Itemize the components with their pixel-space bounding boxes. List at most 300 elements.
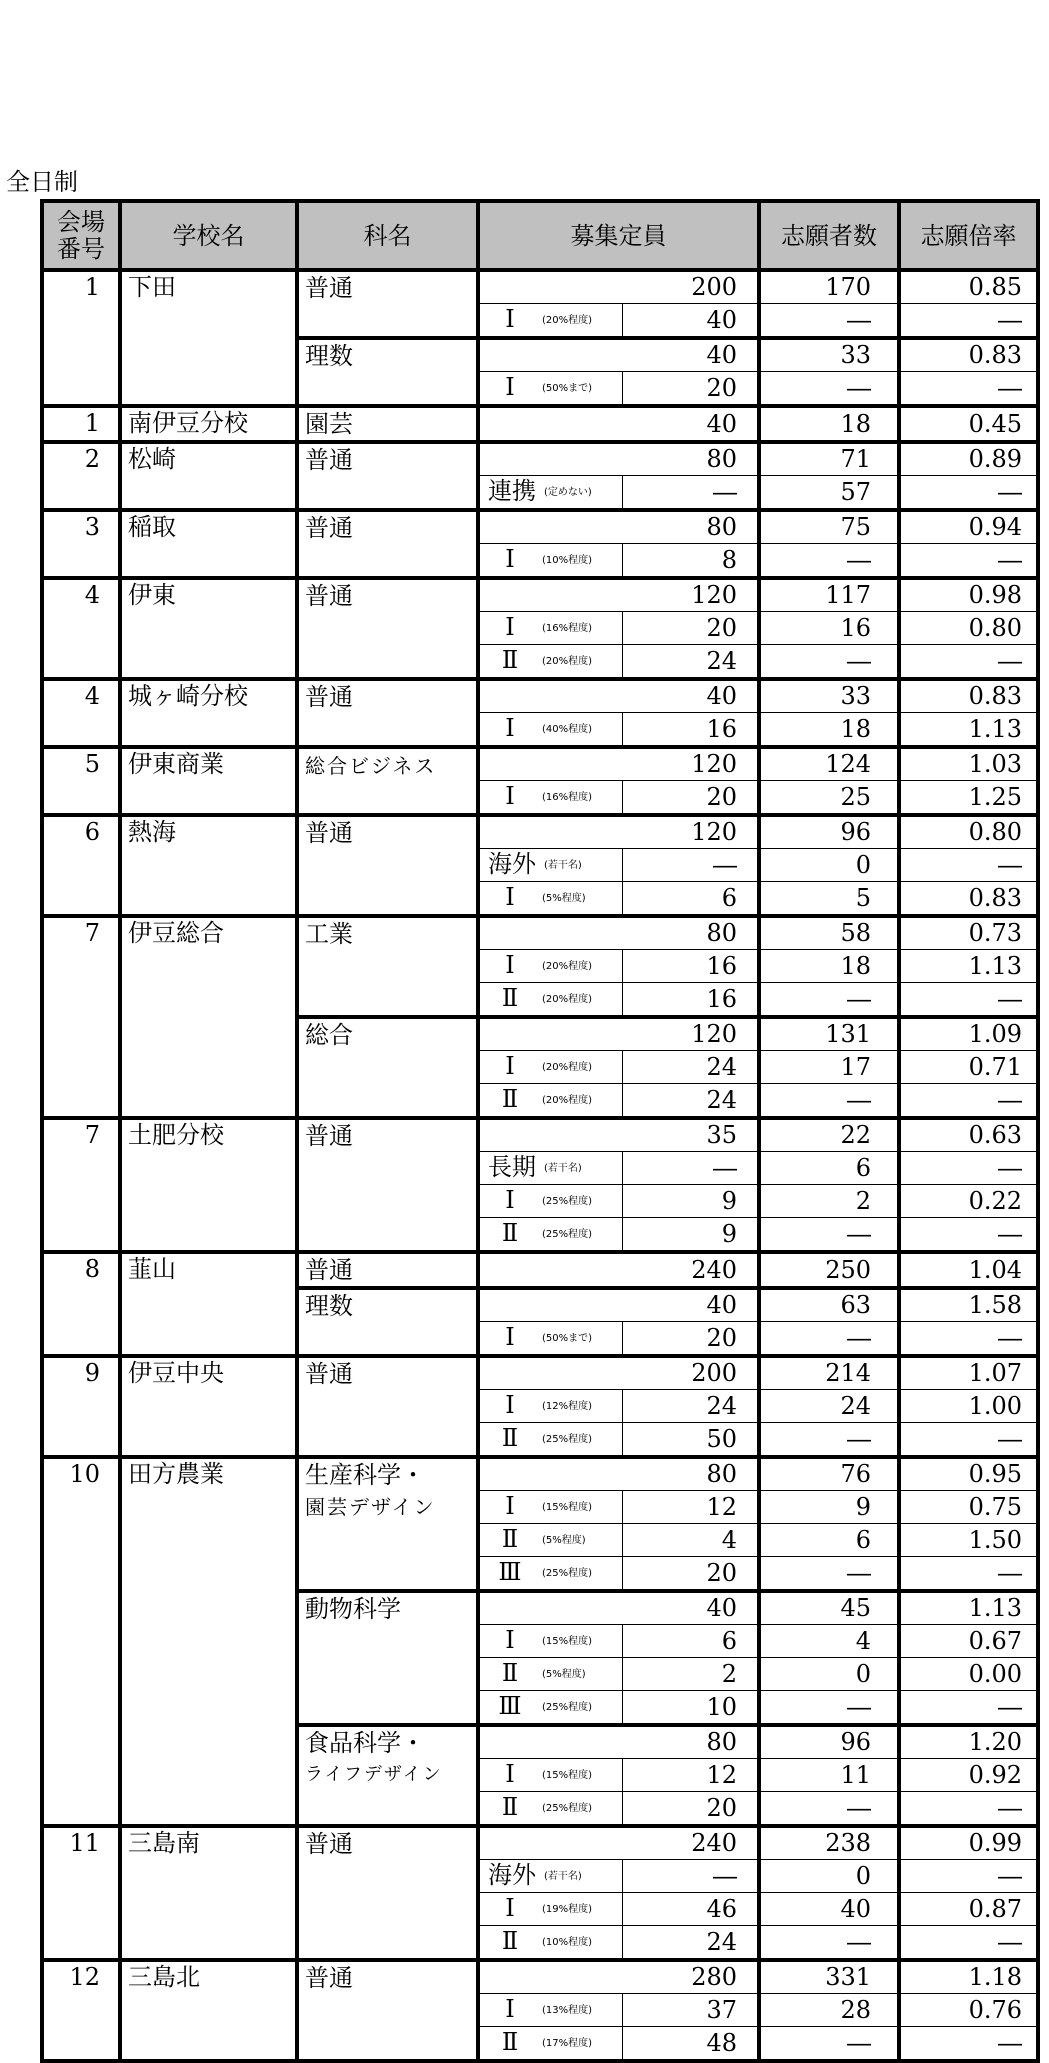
category-label: Ⅰ: [505, 782, 515, 810]
table-body: [42, 270, 1038, 2061]
table-row: [42, 578, 1038, 612]
quota-category-label: [478, 372, 622, 407]
applicants-value: 18: [759, 950, 899, 983]
table-row: [42, 679, 1038, 713]
category-note: (5%程度): [542, 1535, 586, 1546]
quota-value: 120: [478, 1017, 759, 1051]
category-label: Ⅱ: [501, 646, 519, 674]
category-label: Ⅰ: [505, 545, 515, 573]
applicants-value: 17: [759, 1051, 899, 1084]
table-row: [42, 510, 1038, 544]
quota-category-label: [478, 983, 622, 1018]
category-note: (15%程度): [542, 1502, 593, 1513]
quota-value: 200: [478, 270, 759, 304]
ratio-value: 1.58: [899, 1288, 1038, 1322]
applicants-value: 71: [759, 442, 899, 476]
subject-name: 普通: [297, 815, 478, 916]
category-label: Ⅱ: [501, 2028, 519, 2056]
category-note: (20%程度): [542, 656, 593, 667]
header-ratio: 志願倍率: [899, 201, 1038, 270]
quota-category-label: [478, 1691, 622, 1726]
ratio-value: 1.13: [899, 950, 1038, 983]
applicants-value: 6: [759, 1152, 899, 1185]
school-name: 三島南: [120, 1826, 297, 1960]
applicants-value: ―: [759, 1691, 899, 1726]
category-note: (25%程度): [542, 1229, 593, 1240]
quota-value: 9: [622, 1218, 759, 1253]
hall-number: 2: [42, 442, 120, 510]
table-row: [42, 1118, 1038, 1152]
category-note: (5%程度): [542, 893, 586, 904]
subject-name: 普通: [297, 578, 478, 679]
quota-value: 50: [622, 1423, 759, 1458]
applicants-value: 0: [759, 849, 899, 882]
quota-value: 24: [622, 645, 759, 680]
applicants-value: ―: [759, 1084, 899, 1119]
hall-number: 3: [42, 510, 120, 578]
applicants-value: 5: [759, 882, 899, 917]
applicants-value: 6: [759, 1524, 899, 1557]
category-note: (15%程度): [542, 1636, 593, 1647]
quota-category-label: [478, 1658, 622, 1691]
hall-number: 4: [42, 578, 120, 679]
quota-category-label: [478, 1084, 622, 1119]
quota-value: 16: [622, 713, 759, 748]
ratio-value: 1.04: [899, 1252, 1038, 1288]
category-label: Ⅱ: [501, 1793, 519, 1821]
quota-category-label: [478, 1322, 622, 1357]
table-row: [42, 406, 1038, 442]
school-name: 三島北: [120, 1960, 297, 2061]
quota-value: 120: [478, 747, 759, 781]
subject-name: 生産科学・ 園芸デザイン: [297, 1457, 478, 1591]
ratio-value: 0.92: [899, 1759, 1038, 1792]
ratio-value: 0.67: [899, 1625, 1038, 1658]
applicants-value: 24: [759, 1390, 899, 1423]
hall-number: 10: [42, 1457, 120, 1826]
ratio-value: 1.18: [899, 1960, 1038, 1994]
quota-value: 20: [622, 1557, 759, 1592]
subject-name: 園芸: [297, 406, 478, 442]
quota-category-label: [478, 713, 622, 748]
category-note: (若干名): [544, 1163, 582, 1174]
category-note: (25%程度): [542, 1568, 593, 1579]
ratio-value: ―: [899, 1557, 1038, 1592]
table-header: [42, 201, 1038, 270]
applicants-value: ―: [759, 645, 899, 680]
quota-value: 10: [622, 1691, 759, 1726]
ratio-value: ―: [899, 1691, 1038, 1726]
school-name: 稲取: [120, 510, 297, 578]
ratio-value: 0.63: [899, 1118, 1038, 1152]
ratio-value: 0.83: [899, 882, 1038, 917]
category-label: Ⅱ: [501, 1927, 519, 1955]
ratio-value: 1.07: [899, 1356, 1038, 1390]
school-name: 伊豆総合: [120, 916, 297, 1118]
category-note: (10%程度): [542, 555, 593, 566]
table-row: [42, 1252, 1038, 1288]
applicants-value: ―: [759, 1423, 899, 1458]
ratio-value: 0.80: [899, 612, 1038, 645]
applicants-value: 0: [759, 1658, 899, 1691]
ratio-value: 0.87: [899, 1893, 1038, 1926]
quota-value: 20: [622, 1792, 759, 1827]
quota-value: 24: [622, 1926, 759, 1961]
applicants-value: 33: [759, 338, 899, 372]
quota-value: 6: [622, 1625, 759, 1658]
applicants-value: 28: [759, 1994, 899, 2027]
category-label: Ⅰ: [505, 1052, 515, 1080]
school-name: 松崎: [120, 442, 297, 510]
applicants-value: 63: [759, 1288, 899, 1322]
ratio-value: ―: [899, 544, 1038, 579]
subject-name: 理数: [297, 1288, 478, 1356]
category-note: (20%程度): [542, 315, 593, 326]
applicants-value: 131: [759, 1017, 899, 1051]
quota-category-label: [478, 1218, 622, 1253]
quota-value: 80: [478, 916, 759, 950]
quota-value: 240: [478, 1252, 759, 1288]
category-label: 海外: [488, 850, 536, 878]
subject-name: 普通: [297, 1960, 478, 2061]
table-row: [42, 747, 1038, 781]
subject-name: 動物科学: [297, 1591, 478, 1725]
header-hall-number: 会場 番号: [42, 201, 120, 270]
category-note: (10%程度): [542, 1937, 593, 1948]
quota-value: 40: [622, 304, 759, 339]
ratio-value: ―: [899, 372, 1038, 407]
applicants-value: 76: [759, 1457, 899, 1491]
quota-value: 120: [478, 815, 759, 849]
category-note: (若干名): [544, 860, 582, 871]
ratio-value: ―: [899, 849, 1038, 882]
ratio-value: 0.98: [899, 578, 1038, 612]
quota-value: 6: [622, 882, 759, 917]
quota-value: 20: [622, 781, 759, 816]
applicants-value: ―: [759, 1792, 899, 1827]
quota-value: ―: [622, 476, 759, 511]
ratio-value: ―: [899, 1423, 1038, 1458]
subject-name: 工業: [297, 916, 478, 1017]
applicants-value: 25: [759, 781, 899, 816]
subject-name: 普通: [297, 679, 478, 747]
category-note: (25%程度): [542, 1702, 593, 1713]
quota-category-label: [478, 1185, 622, 1218]
header-school-name: 学校名: [120, 201, 297, 270]
quota-value: 240: [478, 1826, 759, 1860]
quota-value: 2: [622, 1658, 759, 1691]
category-note: (16%程度): [542, 792, 593, 803]
category-label: Ⅱ: [501, 1659, 519, 1687]
category-note: (25%程度): [542, 1434, 593, 1445]
quota-value: 16: [622, 983, 759, 1018]
quota-value: 24: [622, 1084, 759, 1119]
quota-value: 8: [622, 544, 759, 579]
category-label: Ⅰ: [505, 1186, 515, 1214]
category-note: (25%程度): [542, 1803, 593, 1814]
hall-number: 11: [42, 1826, 120, 1960]
ratio-value: ―: [899, 304, 1038, 339]
quota-category-label: [478, 1926, 622, 1961]
quota-value: 9: [622, 1185, 759, 1218]
quota-value: 200: [478, 1356, 759, 1390]
quota-category-label: [478, 1625, 622, 1658]
ratio-value: 0.00: [899, 1658, 1038, 1691]
school-name: 城ヶ崎分校: [120, 679, 297, 747]
subject-name: 総合: [297, 1017, 478, 1118]
ratio-value: 0.71: [899, 1051, 1038, 1084]
quota-category-label: [478, 1524, 622, 1557]
category-label: Ⅰ: [505, 951, 515, 979]
applicants-value: ―: [759, 2027, 899, 2062]
table-row: [42, 442, 1038, 476]
quota-value: 40: [478, 1591, 759, 1625]
table-row: [42, 1960, 1038, 1994]
category-label: Ⅱ: [501, 1525, 519, 1553]
category-label: Ⅰ: [505, 373, 515, 401]
subject-name: 普通: [297, 1826, 478, 1960]
quota-value: 48: [622, 2027, 759, 2062]
category-note: (50%まで): [542, 383, 593, 394]
quota-value: 4: [622, 1524, 759, 1557]
ratio-value: 1.13: [899, 1591, 1038, 1625]
category-label: Ⅲ: [498, 1692, 522, 1720]
quota-value: 37: [622, 1994, 759, 2027]
hall-number: 4: [42, 679, 120, 747]
quota-category-label: [478, 1860, 622, 1893]
category-note: (19%程度): [542, 1904, 593, 1915]
ratio-value: ―: [899, 1926, 1038, 1961]
school-name: 伊東商業: [120, 747, 297, 815]
quota-value: 20: [622, 612, 759, 645]
quota-category-label: [478, 304, 622, 339]
category-note: (5%程度): [542, 1669, 586, 1680]
category-note: (15%程度): [542, 1770, 593, 1781]
quota-category-label: [478, 1152, 622, 1185]
quota-value: 80: [478, 1457, 759, 1491]
header-quota: 募集定員: [478, 201, 759, 270]
quota-value: 40: [478, 679, 759, 713]
ratio-value: 0.89: [899, 442, 1038, 476]
school-name: 熱海: [120, 815, 297, 916]
applicants-value: ―: [759, 1322, 899, 1357]
applicants-value: 57: [759, 476, 899, 511]
ratio-value: 0.22: [899, 1185, 1038, 1218]
category-note: (40%程度): [542, 724, 593, 735]
category-note: (50%まで): [542, 1333, 593, 1344]
ratio-value: 1.03: [899, 747, 1038, 781]
quota-value: 16: [622, 950, 759, 983]
ratio-value: 0.73: [899, 916, 1038, 950]
school-name: 田方農業: [120, 1457, 297, 1826]
subject-name: 総合ビジネス: [297, 747, 478, 815]
category-label: Ⅱ: [501, 1424, 519, 1452]
school-name: 伊東: [120, 578, 297, 679]
ratio-value: ―: [899, 1152, 1038, 1185]
hall-number: 12: [42, 1960, 120, 2061]
school-name: 韮山: [120, 1252, 297, 1356]
quota-value: 280: [478, 1960, 759, 1994]
hall-number: 1: [42, 406, 120, 442]
quota-category-label: [478, 1423, 622, 1458]
quota-category-label: [478, 1557, 622, 1592]
ratio-value: ―: [899, 1322, 1038, 1357]
quota-category-label: [478, 1491, 622, 1524]
category-note: (定めない): [544, 487, 592, 498]
ratio-value: 0.76: [899, 1994, 1038, 2027]
applicants-value: 2: [759, 1185, 899, 1218]
category-label: Ⅰ: [505, 1492, 515, 1520]
category-note: (12%程度): [542, 1401, 593, 1412]
category-label: 連携: [488, 477, 536, 505]
quota-category-label: [478, 2027, 622, 2062]
category-label: Ⅰ: [505, 305, 515, 333]
category-note: (17%程度): [542, 2038, 593, 2049]
ratio-value: 0.99: [899, 1826, 1038, 1860]
subject-name: 普通: [297, 442, 478, 510]
subject-name: 普通: [297, 1118, 478, 1252]
category-note: (13%程度): [542, 2005, 593, 2016]
quota-category-label: [478, 612, 622, 645]
applicants-value: 117: [759, 578, 899, 612]
table-row: [42, 270, 1038, 304]
quota-value: 46: [622, 1893, 759, 1926]
category-label: 長期: [488, 1153, 536, 1181]
category-note: (20%程度): [542, 1062, 593, 1073]
category-label: Ⅰ: [505, 1894, 515, 1922]
ratio-value: ―: [899, 1084, 1038, 1119]
table-row: [42, 1826, 1038, 1860]
ratio-value: 0.83: [899, 679, 1038, 713]
hall-number: 9: [42, 1356, 120, 1457]
applicant-table: [40, 199, 1040, 2063]
quota-value: 40: [478, 338, 759, 372]
hall-number: 5: [42, 747, 120, 815]
quota-value: 12: [622, 1759, 759, 1792]
ratio-value: 0.85: [899, 270, 1038, 304]
applicants-value: ―: [759, 1557, 899, 1592]
applicants-value: 214: [759, 1356, 899, 1390]
school-name: 伊豆中央: [120, 1356, 297, 1457]
ratio-value: 0.45: [899, 406, 1038, 442]
quota-category-label: [478, 1792, 622, 1827]
ratio-value: ―: [899, 2027, 1038, 2062]
ratio-value: ―: [899, 983, 1038, 1018]
applicants-value: 45: [759, 1591, 899, 1625]
quota-value: 24: [622, 1051, 759, 1084]
applicants-value: 22: [759, 1118, 899, 1152]
applicants-value: 11: [759, 1759, 899, 1792]
applicants-value: ―: [759, 983, 899, 1018]
school-name: 下田: [120, 270, 297, 406]
applicants-value: 75: [759, 510, 899, 544]
quota-value: 24: [622, 1390, 759, 1423]
quota-category-label: [478, 1893, 622, 1926]
subject-name: 理数: [297, 338, 478, 406]
applicants-value: ―: [759, 1926, 899, 1961]
quota-value: 20: [622, 372, 759, 407]
ratio-value: 0.94: [899, 510, 1038, 544]
ratio-value: ―: [899, 1860, 1038, 1893]
quota-category-label: [478, 544, 622, 579]
table-row: [42, 815, 1038, 849]
subject-name: 普通: [297, 510, 478, 578]
ratio-value: 1.20: [899, 1725, 1038, 1759]
ratio-value: 1.13: [899, 713, 1038, 748]
applicants-value: 18: [759, 406, 899, 442]
ratio-value: 0.80: [899, 815, 1038, 849]
category-label: Ⅰ: [505, 883, 515, 911]
quota-category-label: [478, 476, 622, 511]
header-applicants: 志願者数: [759, 201, 899, 270]
ratio-value: 1.50: [899, 1524, 1038, 1557]
category-label: Ⅰ: [505, 1626, 515, 1654]
category-label: Ⅲ: [498, 1558, 522, 1586]
quota-value: ―: [622, 1860, 759, 1893]
table-caption: 全日制: [6, 168, 78, 196]
hall-number: 6: [42, 815, 120, 916]
quota-value: 20: [622, 1322, 759, 1357]
quota-category-label: [478, 781, 622, 816]
header-subject-name: 科名: [297, 201, 478, 270]
category-label: Ⅰ: [505, 1760, 515, 1788]
category-label: Ⅱ: [501, 1219, 519, 1247]
quota-value: 40: [478, 406, 759, 442]
applicants-value: ―: [759, 304, 899, 339]
school-name: 南伊豆分校: [120, 406, 297, 442]
category-label: Ⅰ: [505, 1995, 515, 2023]
category-label: Ⅰ: [505, 613, 515, 641]
ratio-value: ―: [899, 1792, 1038, 1827]
quota-category-label: [478, 950, 622, 983]
applicants-value: ―: [759, 372, 899, 407]
subject-name: 普通: [297, 270, 478, 338]
quota-value: 35: [478, 1118, 759, 1152]
ratio-value: ―: [899, 476, 1038, 511]
applicants-value: 124: [759, 747, 899, 781]
quota-category-label: [478, 1759, 622, 1792]
category-label: 海外: [488, 1861, 536, 1889]
table-row: [42, 916, 1038, 950]
hall-number: 7: [42, 1118, 120, 1252]
ratio-value: 0.83: [899, 338, 1038, 372]
category-note: (16%程度): [542, 623, 593, 634]
quota-value: 80: [478, 510, 759, 544]
category-label: Ⅰ: [505, 1391, 515, 1419]
applicants-value: ―: [759, 544, 899, 579]
ratio-value: ―: [899, 1218, 1038, 1253]
applicants-value: 331: [759, 1960, 899, 1994]
school-name: 土肥分校: [120, 1118, 297, 1252]
subject-name: 普通: [297, 1356, 478, 1457]
applicants-value: 58: [759, 916, 899, 950]
applicants-value: 170: [759, 270, 899, 304]
quota-value: ―: [622, 849, 759, 882]
quota-category-label: [478, 849, 622, 882]
hall-number: 8: [42, 1252, 120, 1356]
applicants-value: 250: [759, 1252, 899, 1288]
quota-category-label: [478, 1994, 622, 2027]
ratio-value: 1.00: [899, 1390, 1038, 1423]
hall-number: 7: [42, 916, 120, 1118]
applicants-value: ―: [759, 1218, 899, 1253]
quota-value: 12: [622, 1491, 759, 1524]
applicants-value: 9: [759, 1491, 899, 1524]
category-label: Ⅱ: [501, 1085, 519, 1113]
ratio-value: 1.09: [899, 1017, 1038, 1051]
category-note: (20%程度): [542, 994, 593, 1005]
applicants-value: 0: [759, 1860, 899, 1893]
